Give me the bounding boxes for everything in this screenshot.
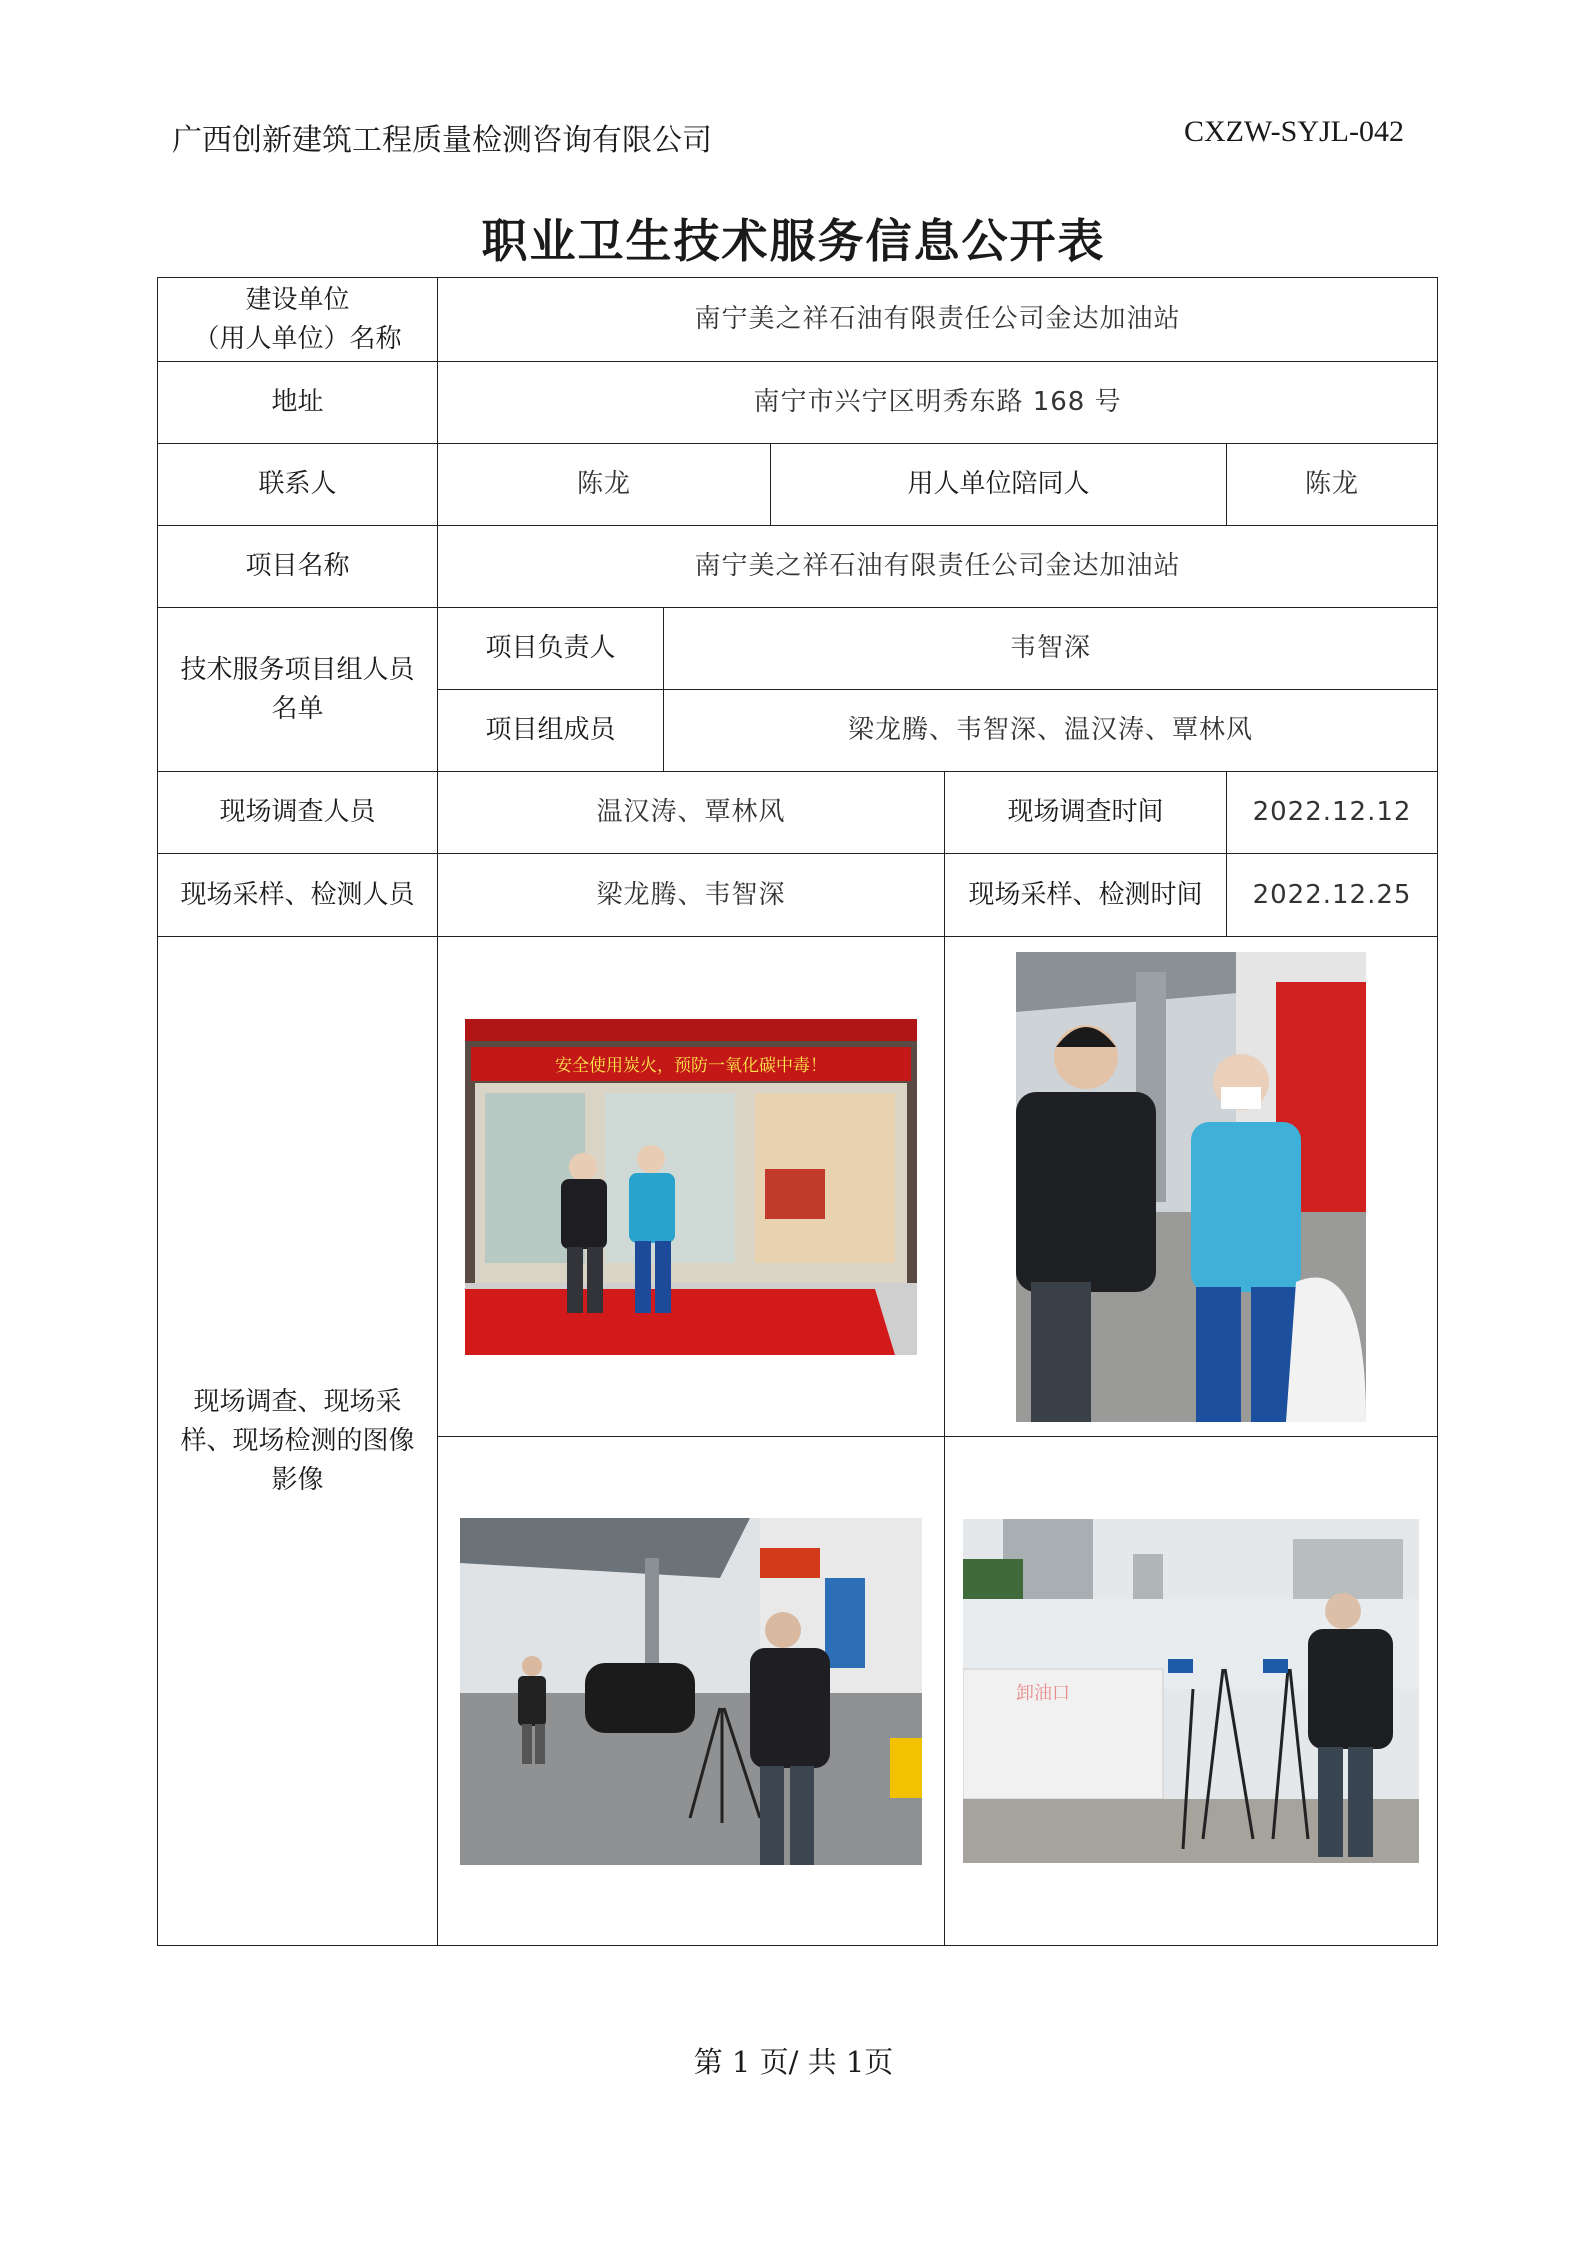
survey-staff-value: 温汉涛、覃林风	[438, 772, 945, 854]
survey-staff-label: 现场调查人员	[158, 772, 438, 854]
photo-sign-text: 卸油口	[1016, 1683, 1071, 1704]
unit-value: 南宁美之祥石油有限责任公司金达加油站	[438, 278, 1438, 362]
escort-label: 用人单位陪同人	[771, 444, 1227, 526]
address-label: 地址	[158, 362, 438, 444]
images-label: 现场调查、现场采样、现场检测的图像影像	[158, 937, 438, 1946]
leader-value: 韦智深	[664, 608, 1438, 690]
row-unit	[158, 278, 1438, 362]
row-address	[158, 362, 1438, 444]
survey-time-value: 2022.12.12	[1227, 772, 1438, 854]
photo-sampling-forecourt	[460, 1518, 922, 1865]
row-photos-1	[158, 937, 1438, 1437]
project-label: 项目名称	[158, 526, 438, 608]
row-contact	[158, 444, 1438, 526]
contact-value: 陈龙	[438, 444, 771, 526]
row-sampling	[158, 854, 1438, 937]
page-footer: 第 1 页/ 共 1页	[693, 2045, 894, 2079]
company-name: 广西创新建筑工程质量检测咨询有限公司	[172, 123, 712, 158]
project-value: 南宁美之祥石油有限责任公司金达加油站	[438, 526, 1438, 608]
photo-badge-fitting	[1016, 952, 1366, 1422]
row-leader	[158, 608, 1438, 690]
photo-cell-1	[438, 937, 945, 1437]
photo-store-entrance	[465, 1019, 917, 1355]
info-table	[157, 277, 1438, 1946]
members-value: 梁龙腾、韦智深、温汉涛、覃林风	[664, 690, 1438, 772]
sampling-staff-value: 梁龙腾、韦智深	[438, 854, 945, 937]
team-label: 技术服务项目组人员名单	[158, 608, 438, 772]
row-project	[158, 526, 1438, 608]
sampling-time-value: 2022.12.25	[1227, 854, 1438, 937]
contact-label: 联系人	[158, 444, 438, 526]
sampling-staff-label: 现场采样、检测人员	[158, 854, 438, 937]
photo-cell-2	[945, 937, 1438, 1437]
row-survey	[158, 772, 1438, 854]
address-value: 南宁市兴宁区明秀东路 168 号	[438, 362, 1438, 444]
unit-label: 建设单位 （用人单位）名称	[158, 278, 438, 362]
photo-banner-text: 安全使用炭火，预防一氧化碳中毒！	[555, 1055, 827, 1076]
photo-cell-3	[438, 1437, 945, 1946]
photo-sampling-unloading	[963, 1519, 1419, 1863]
sampling-time-label: 现场采样、检测时间	[945, 854, 1227, 937]
document-code: CXZW-SYJL-042	[1184, 115, 1404, 148]
page-title: 职业卫生技术服务信息公开表	[481, 214, 1106, 268]
escort-value: 陈龙	[1227, 444, 1438, 526]
leader-label: 项目负责人	[438, 608, 664, 690]
members-label: 项目组成员	[438, 690, 664, 772]
survey-time-label: 现场调查时间	[945, 772, 1227, 854]
photo-cell-4	[945, 1437, 1438, 1946]
